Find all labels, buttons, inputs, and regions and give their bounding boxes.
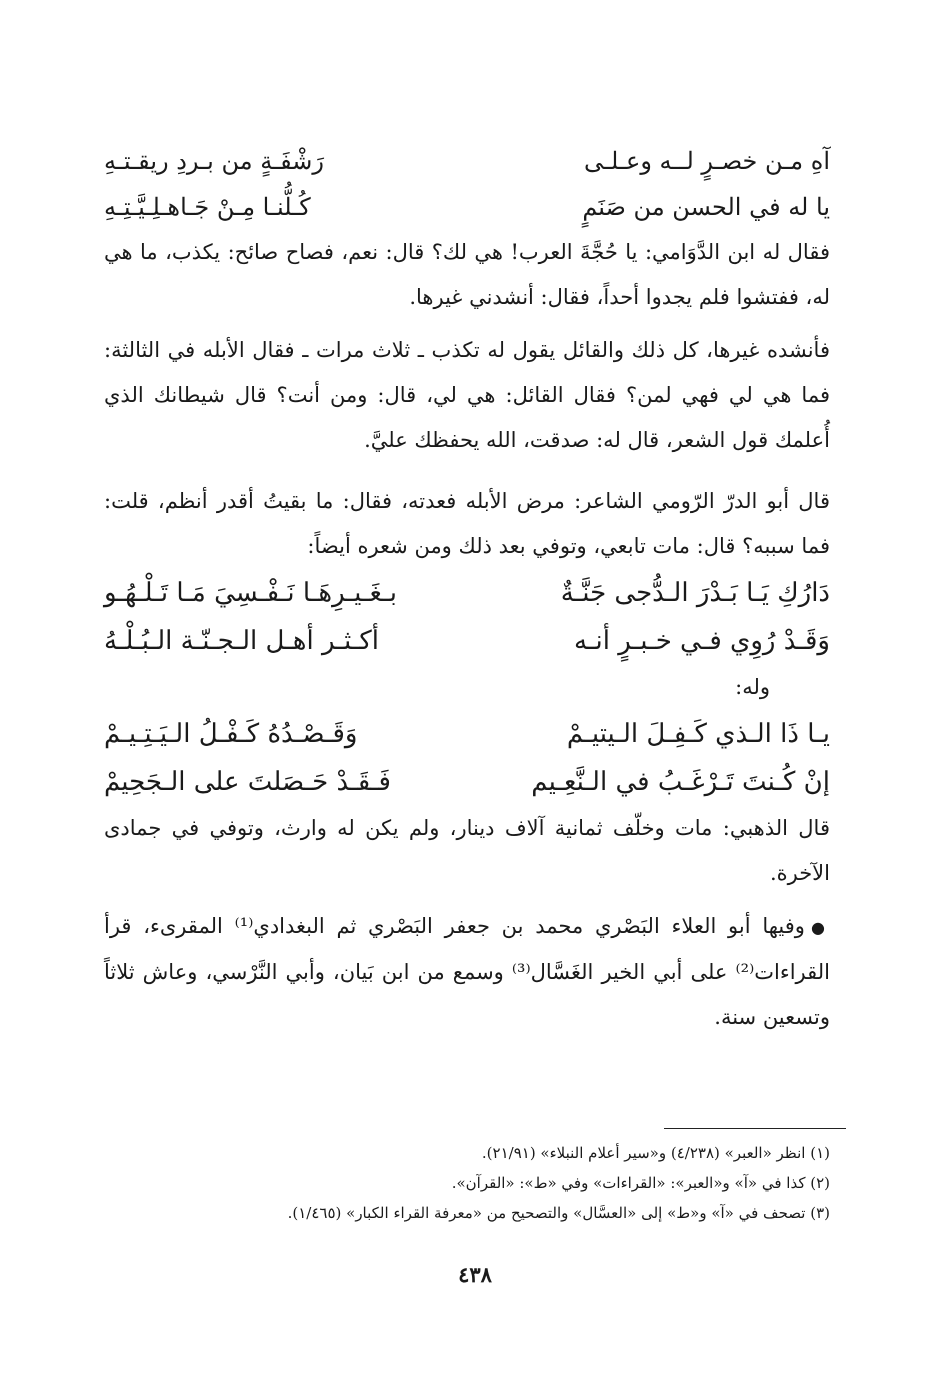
verse-first-half: إنْ كُـنتَ تَـرْغَـبُ في الـنَّعِـيم — [531, 767, 830, 797]
footnotes — [104, 1138, 830, 1228]
page-number: ٤٣٨ — [458, 1262, 492, 1287]
verse-intro: وله: — [735, 675, 770, 699]
footnote: (٣) تصحف في «آ» و«ط» إلى «العسَّال» والتصحيح من «معرفة القراء الكبار» (١/٤٦٥). — [287, 1204, 830, 1222]
bullet-icon: ● — [810, 918, 830, 937]
verse-second-half: رَشْفَـةٍ من بـردِ ريقـتـهِ — [104, 147, 324, 175]
verse-second-half: فَـقَـدْ حَـصَلتَ على الـجَحِيمْ — [104, 767, 391, 797]
verse-second-half: كُـلُّنـا مِـنْ جَـاهـلِـيَّـتِـهِ — [104, 193, 311, 221]
paragraph — [104, 904, 830, 1040]
verse-line — [104, 710, 830, 758]
footnote: (١) انظر «العبر» (٤/٢٣٨) و«سير أعلام النبلاء» (٢١/٩١). — [481, 1144, 830, 1162]
paragraph: قال الذهبي: مات وخلّف ثمانية آلاف دينار، ولم يكن له وارث، وتوفي في جمادى الآخرة. — [104, 816, 830, 885]
verse-line — [104, 138, 830, 184]
verse-first-half: يـا ذَا الـذي كَـفِـلَ الـيتيـمْ — [566, 719, 830, 749]
paragraph-text: وفيها أبو العلاء البَصْري محمد بن جعفر البَصْري ثم البغدادي⁽¹⁾ المقرىء، قرأ القراءات⁽²⁾ على أبي الخير الغَسَّال⁽³⁾ وسمع من ابن بَيان، وأبي النَّرْسي، وعاش ثلاثاً وتسعين سنة. — [104, 914, 830, 1029]
footnote-divider — [664, 1128, 846, 1129]
paragraph: فأنشده غيرها، كل ذلك والقائل يقول له تكذب ـ ثلاث مرات ـ فقال الأبله في الثالثة: فما هي لي فهي لمن؟ فقال القائل: هي لي، قال: ومن أنت؟ قال شيطانك الذي أُعلمك قول الشعر، قال له: صدقت، الله يحفظك عليَّ. — [104, 338, 830, 452]
verse-first-half: وَقَـدْ رُوِي فـي خـبـرٍ أنـه — [573, 626, 830, 656]
verse-line — [104, 569, 830, 617]
verse-second-half: وَقَـصْـدُهُ كَـفْـلُ الـيَـتِـيـمْ — [104, 719, 358, 749]
page-body — [104, 138, 830, 1040]
footnote: (٢) كذا في «آ» و«العبر»: «القراءات» وفي «ط»: «القرآن». — [451, 1174, 830, 1192]
paragraph: فقال له ابن الدَّوَامي: يا حُجَّةَ العرب! هي لك؟ قال: نعم، فصاح صائح: يكذب، ما هي له، ففتشوا فلم يجدوا أحداً، فقال: أنشدني غيرها. — [104, 240, 830, 309]
verse-second-half: بـغَـيـرِهَـا نَـفْـسِيَ مَـا تَـلْـهُـو — [104, 578, 397, 608]
verse-second-half: أكـثـر أهـل الـجـنّـة الـبُـلْـهُ — [104, 626, 380, 656]
poem-1 — [104, 138, 830, 230]
verse-line — [104, 184, 830, 230]
poem-3 — [104, 710, 830, 806]
verse-first-half: دَارُكِ يَـا بَـدْرَ الـدُّجى جَنَّـةٌ — [560, 578, 830, 608]
verse-first-half: آهِ مـن خصـرٍ لــه وعـلـى — [584, 147, 830, 175]
paragraph: قال أبو الدرّ الرّومي الشاعر: مرض الأبله فعدته، فقال: ما بقيتُ أقدر أنظم، قلت: فما سببه؟ قال: مات تابعي، وتوفي بعد ذلك ومن شعره أيضاً: — [104, 489, 830, 558]
verse-line — [104, 617, 830, 665]
poem-2 — [104, 569, 830, 665]
verse-first-half: يا له في الحسن من صَنَمٍ — [582, 193, 830, 221]
verse-line — [104, 758, 830, 806]
